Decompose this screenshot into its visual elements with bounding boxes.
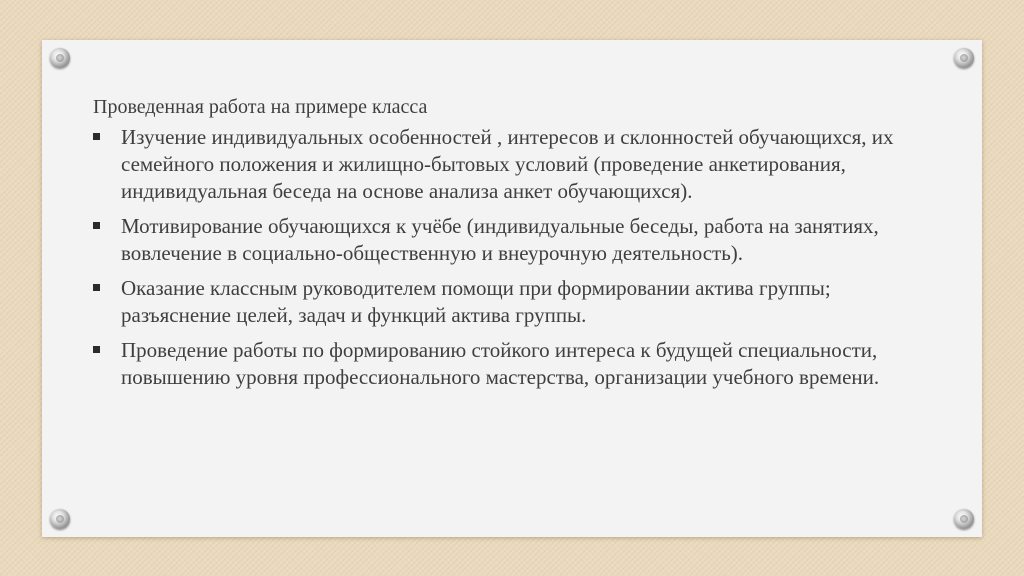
pushpin-icon bbox=[954, 509, 974, 529]
bullet-text: Изучение индивидуальных особенностей , интересов и склонностей обучающихся, их семейного положения и жилищно-бытовых условий (проведение анкетирования, индивидуальная беседа на основе анализа анкет обучающихся). bbox=[121, 125, 894, 203]
square-bullet-icon bbox=[93, 222, 100, 229]
square-bullet-icon bbox=[93, 346, 100, 353]
slide-content bbox=[93, 94, 933, 399]
pushpin-icon bbox=[50, 48, 70, 68]
bullet-text: Проведение работы по формированию стойкого интереса к будущей специальности, повышению уровня профессионального мастерства, организации учебного времени. bbox=[121, 338, 880, 389]
bullet-text: Оказание классным руководителем помощи при формировании актива группы; разъяснение целей, задач и функций актива группы. bbox=[121, 276, 831, 327]
bullet-list bbox=[93, 124, 933, 391]
bullet-item bbox=[93, 275, 933, 329]
pushpin-icon bbox=[954, 48, 974, 68]
slide-title: Проведенная работа на примере класса bbox=[93, 96, 428, 118]
square-bullet-icon bbox=[93, 284, 100, 291]
square-bullet-icon bbox=[93, 133, 100, 140]
bullet-item bbox=[93, 124, 933, 205]
bullet-item bbox=[93, 337, 933, 391]
bullet-text: Мотивирование обучающихся к учёбе (индивидуальные беседы, работа на занятиях, вовлечение в социально-общественную и внеурочную деятельность). bbox=[121, 214, 879, 265]
bullet-item bbox=[93, 213, 933, 267]
pushpin-icon bbox=[50, 509, 70, 529]
slide-card bbox=[42, 40, 982, 537]
